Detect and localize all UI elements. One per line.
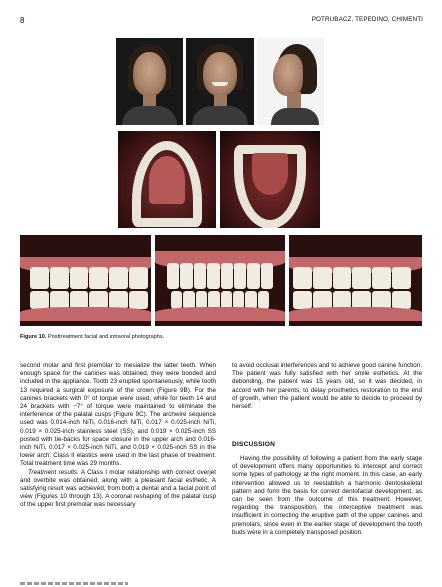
page-number: 8 [20, 16, 25, 25]
right-paragraph-1: to avoid occlusal interferences and to achieve good canine function. The patient was fully satisfied with her smile esthetics. At the debonding, the patient was 15 years old, so it was decided, in accord with her parents, to delay prosthetics restoration to the end of growth, when the patient would be able to decide to proceed by herself. [232, 362, 422, 411]
upper-occlusal-photo [118, 131, 216, 228]
footer-rule [20, 582, 128, 585]
discussion-paragraph: Having the possibility of following a patient from the early stage of development offers many opportunities to intercept and correct some types of pathology at the right moment. In this case, an early intervention allowed us to reestablish a harmonic dentoskeletal pattern and form the basis for correct dentofacial development, as can be seen from the outcome of this treatment. However, regarding the transposition, the interceptive treatment was insufficient in correcting the eruptive path of the upper canines and premolars, since even in the earlier stage of development the tooth buds were in a completely transposed position. [232, 455, 422, 536]
treatment-results-paragraph [20, 469, 216, 510]
left-column [20, 362, 216, 510]
treatment-results-body: A Class I molar relationship with correct overjet and overbite was obtained, along with a pleasant facial esthetic. A satisfying result was achieved, from both a dental and a facial point of view (Figures 10 through 13). A coronal reshaping of the palatal cusp of the upper first premolar was necessary [20, 468, 216, 509]
left-paragraph-1: second molar and first premolar to mesialize the latter teeth. When enough space for the canines was obtained, they were bonded and included in the appliance. Tooth 23 erupted spontaneously, while tooth 13 required a surgical exposure of the crown (Figure 9B). For the canines brackets with 0° of torque were used, while for teeth 14 and 24 brackets with −7° of torque were maintained to eliminate the interference of the palatal cusps (Figure 9C). The archwire sequence used was 0.014-inch NiTi, 0.016-inch NiTi, 0.017 × 0.025-inch NiTi, 0.019 × 0.025-inch stainless steel (SS), and 0.019 × 0.025-inch SS posted with tie-backs for space closure in the upper arch and 0.016-inch NiTi, 0.017 × 0.025-inch NiTi, and 0.019 × 0.025-inch SS in the lower arch. Class II elastics were used in the last phase of treatment. Total treatment time was 29 months. [20, 362, 216, 468]
figure-caption-text: Posttreatment facial and intraoral photographs. [46, 334, 165, 340]
left-lateral-intraoral-photo [289, 235, 422, 326]
discussion-heading: DISCUSSION [232, 441, 276, 448]
right-column-top [232, 362, 422, 411]
running-head: POTRUBACZ, TEPEDINO, CHIMENTI [311, 16, 423, 23]
smile-teeth [212, 82, 228, 86]
figure-caption [20, 334, 164, 340]
profile-face-photo [257, 38, 324, 125]
right-lateral-intraoral-photo [20, 235, 151, 326]
smiling-face-photo [186, 38, 254, 125]
lower-occlusal-photo [220, 131, 320, 228]
right-column-discussion [232, 455, 422, 537]
figure-caption-label: Figure 10. [20, 334, 47, 340]
frontal-intraoral-photo [155, 235, 285, 326]
frontal-face-photo [116, 38, 183, 125]
treatment-results-lead: Treatment results. [28, 468, 79, 476]
